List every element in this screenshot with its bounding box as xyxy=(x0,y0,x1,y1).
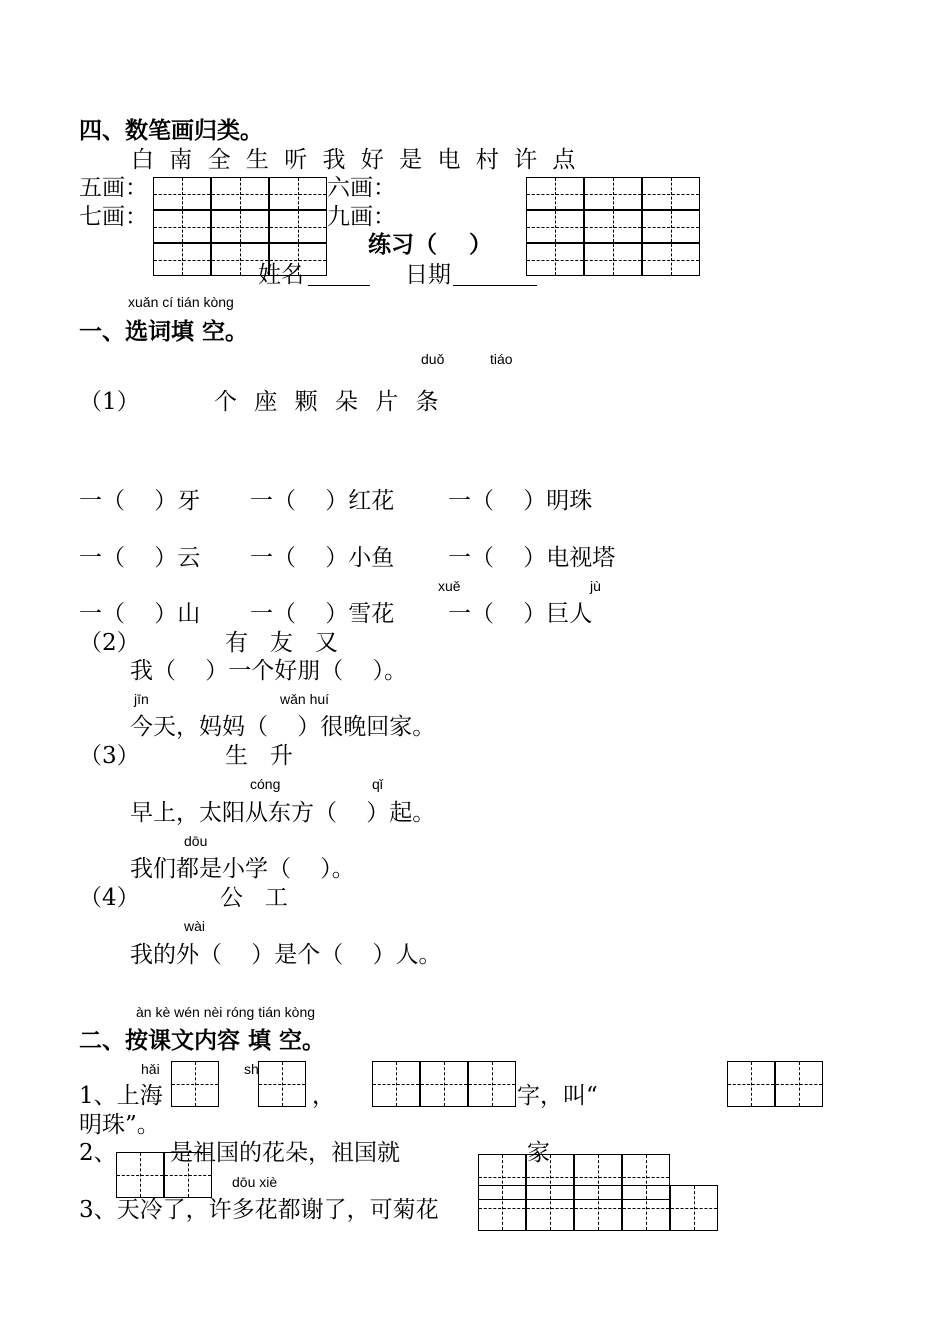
pinyin-wai: wài xyxy=(184,918,206,934)
pinyin-qi: qǐ xyxy=(372,776,383,792)
pinyin-jin: jīn xyxy=(134,691,149,707)
q4-words: 公 工 xyxy=(220,885,288,911)
pinyin-duo: duǒ xyxy=(421,351,445,367)
pinyin-douxie: dōu xiè xyxy=(232,1174,278,1190)
q3-sentence2: 我们都是小学（ ）。 xyxy=(130,856,355,882)
q4-label: （4） xyxy=(79,885,140,911)
q1-row2-item1: 一（ ）云 xyxy=(79,545,201,571)
name-blank[interactable] xyxy=(308,285,370,286)
pinyin-hai: hǎi xyxy=(141,1061,160,1077)
pinyin-dou: dōu xyxy=(184,833,208,849)
practice-title: 练习（ ） xyxy=(368,232,493,258)
line2-end: 家 xyxy=(527,1140,550,1166)
q1-label: （1） xyxy=(79,389,140,415)
section2-title: 二、按课文内容 填 空。 xyxy=(79,1028,326,1054)
five-stroke-label: 五画： xyxy=(79,175,148,201)
stroke-chars: 白 南 全 生 听 我 好 是 电 村 许 点 xyxy=(131,147,580,173)
section1-pinyin: xuǎn cí tián kòng xyxy=(128,294,234,310)
pinyin-xue: xuě xyxy=(438,578,461,594)
pinyin-ju: jù xyxy=(590,578,601,594)
q4-sentence1: 我的外（ ）是个（ ）人。 xyxy=(130,942,442,968)
line1-zi: 字，叫“ xyxy=(517,1083,598,1109)
line2-middle: 是祖国的花朵，祖国就 xyxy=(170,1140,400,1166)
q1-row2-item3: 一（ ）电视塔 xyxy=(448,545,616,571)
q2-sentence2: 今天，妈妈（ ）很晚回家。 xyxy=(130,714,436,740)
q1-row3-item3: 一（ ）巨人 xyxy=(448,601,593,627)
q2-words: 有 友 又 xyxy=(225,630,338,656)
date-label: 日期 xyxy=(405,262,451,288)
q2-sentence1: 我（ ）一个好朋（ ）。 xyxy=(130,658,407,684)
pinyin-sh: sh xyxy=(244,1061,259,1077)
line2-start: 2、 xyxy=(79,1140,117,1166)
line1-end: 明珠”。 xyxy=(79,1112,160,1138)
q3-label: （3） xyxy=(79,743,140,769)
q1-row2-item2: 一（ ）小鱼 xyxy=(250,545,395,571)
q1-row3-item1: 一（ ）山 xyxy=(79,601,201,627)
section2-pinyin: àn kè wén nèi róng tián kòng xyxy=(136,1004,316,1020)
q3-sentence1: 早上，太阳从东方（ ）起。 xyxy=(130,800,436,826)
q1-row3-item2: 一（ ）雪花 xyxy=(250,601,395,627)
line3-text: 3、天冷了，许多花都谢了，可菊花 xyxy=(79,1197,439,1223)
q2-label: （2） xyxy=(79,630,140,656)
q1-words: 个 座 颗 朵 片 条 xyxy=(214,389,444,415)
section1-title: 一、选词填 空。 xyxy=(79,319,249,345)
line1-start: 1、上海 xyxy=(79,1083,163,1109)
nine-stroke-label: 九画： xyxy=(327,204,396,230)
section4-title: 四、数笔画归类。 xyxy=(79,118,263,144)
six-stroke-label: 六画： xyxy=(327,175,396,201)
q1-row1-item1: 一（ ）牙 xyxy=(79,488,201,514)
date-blank[interactable] xyxy=(453,285,537,286)
name-label: 姓名 xyxy=(258,262,304,288)
pinyin-tiao: tiáo xyxy=(490,351,513,367)
pinyin-wanhui: wǎn huí xyxy=(280,691,330,707)
q1-row1-item2: 一（ ）红花 xyxy=(250,488,395,514)
line1-comma: ， xyxy=(312,1083,335,1109)
q1-row1-item3: 一（ ）明珠 xyxy=(448,488,593,514)
q3-words: 生 升 xyxy=(225,743,293,769)
seven-stroke-label: 七画： xyxy=(79,204,148,230)
pinyin-cong: cóng xyxy=(250,776,281,792)
